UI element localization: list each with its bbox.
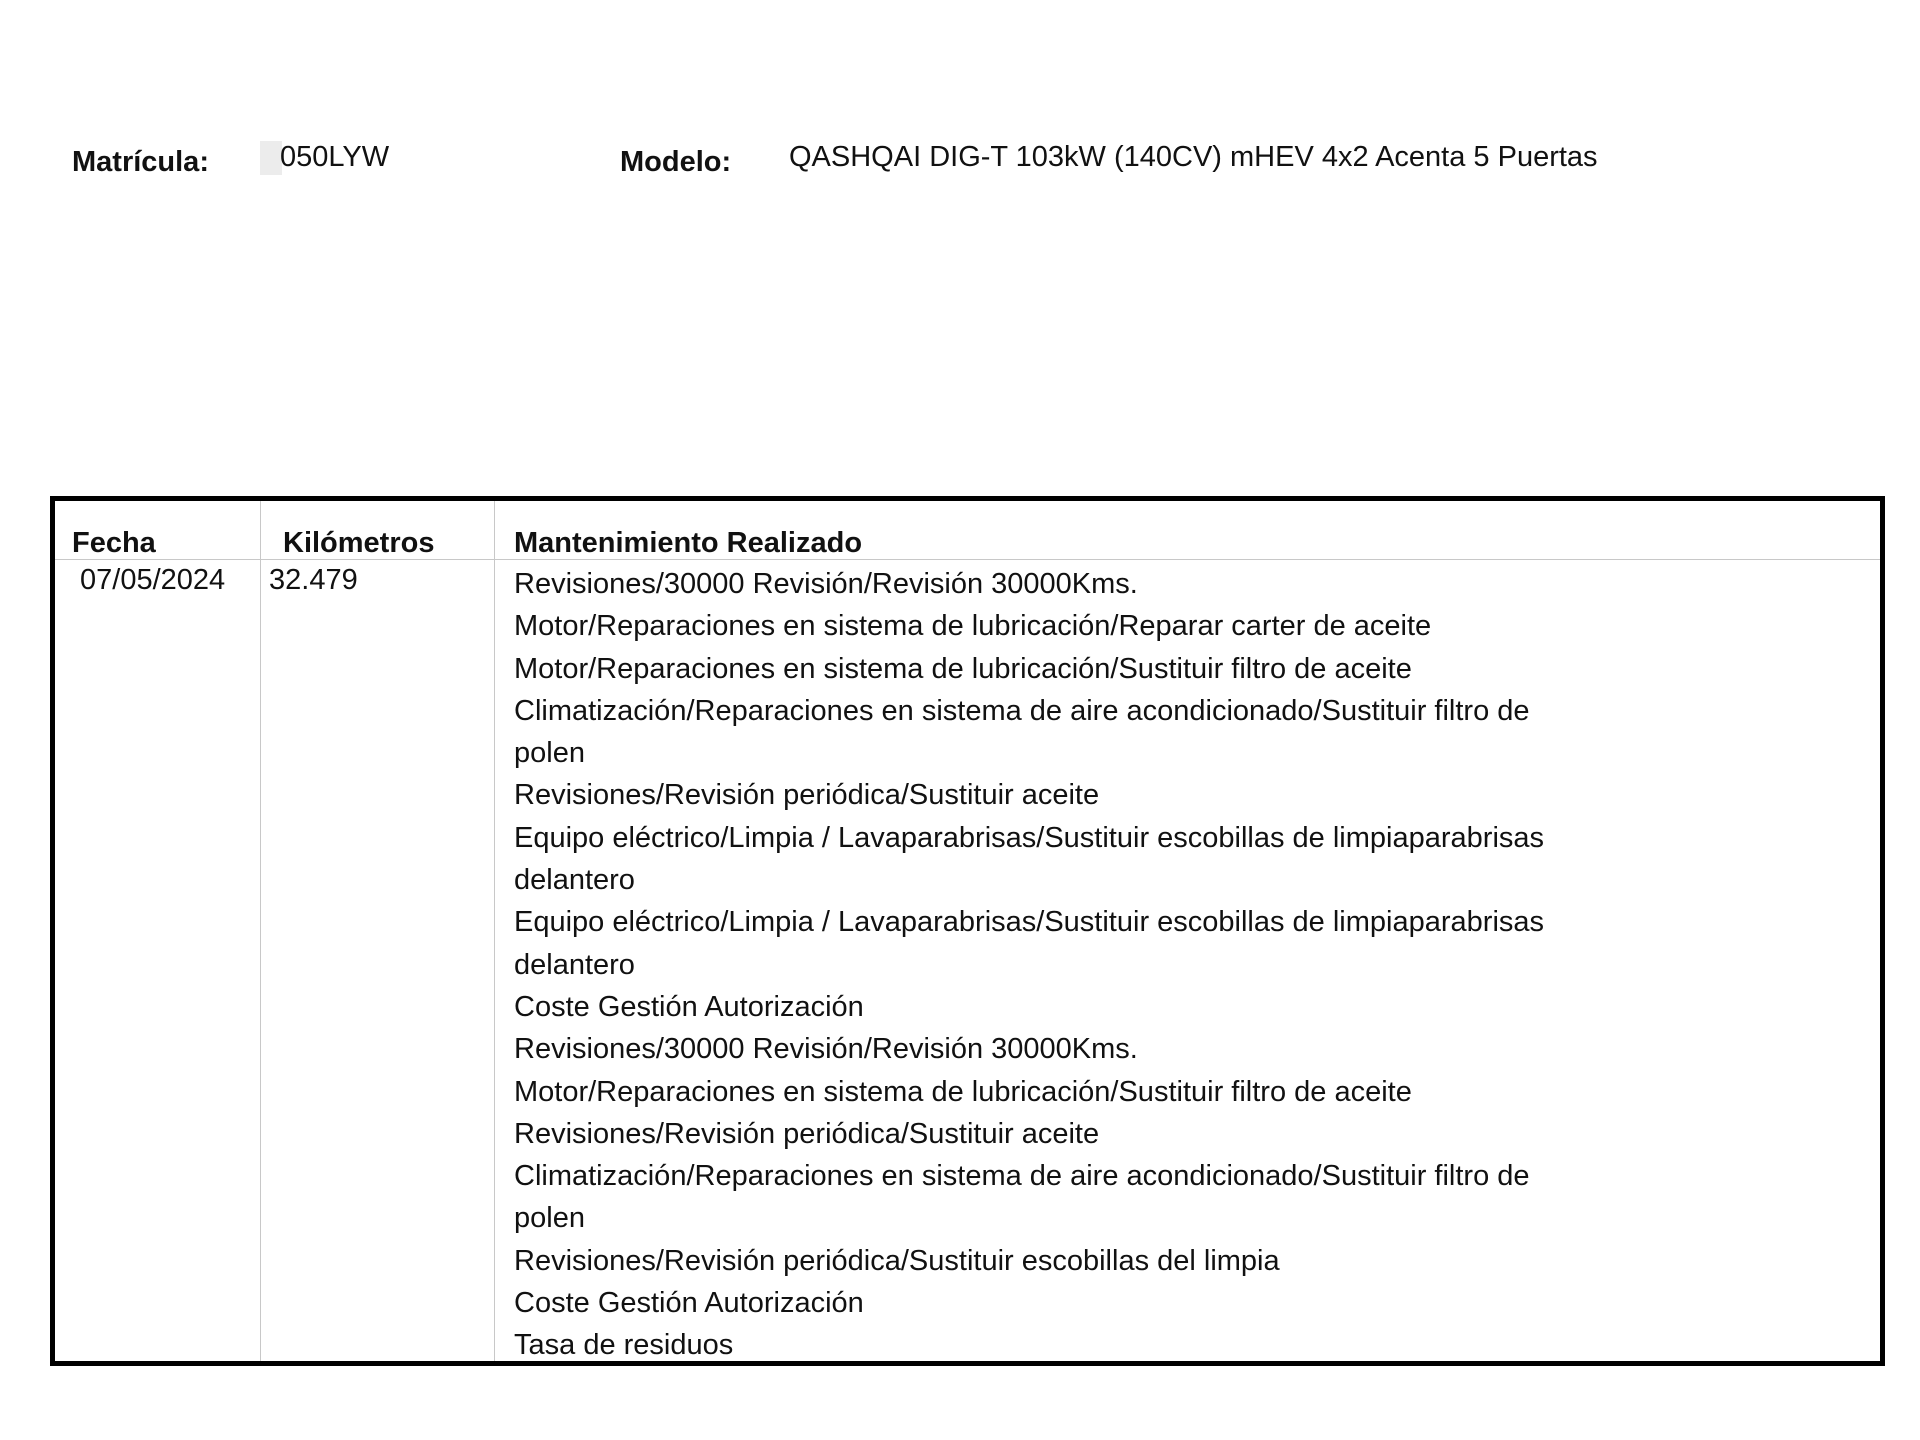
model-value: QASHQAI DIG-T 103kW (140CV) mHEV 4x2 Acenta 5 Puertas — [789, 141, 1598, 173]
maintenance-line: polen — [514, 737, 585, 770]
maintenance-line: Tasa de residuos — [514, 1329, 734, 1362]
plate-label: Matrícula: — [72, 146, 209, 178]
maintenance-line: Coste Gestión Autorización — [514, 1287, 864, 1320]
maintenance-line: Revisiones/Revisión periódica/Sustituir aceite — [514, 1117, 1100, 1150]
maintenance-line: Equipo eléctrico/Limpia / Lavaparabrisas/Sustituir escobillas de limpiaparabrisas — [514, 906, 1545, 939]
column-divider — [494, 501, 495, 1361]
maintenance-line: delantero — [514, 948, 635, 981]
maintenance-line: Coste Gestión Autorización — [514, 990, 864, 1023]
redaction-mark — [260, 141, 282, 175]
maintenance-list — [514, 563, 1544, 1367]
maintenance-line: polen — [514, 1202, 585, 1235]
maintenance-line: Motor/Reparaciones en sistema de lubricación/Sustituir filtro de aceite — [514, 652, 1412, 685]
maintenance-line: delantero — [514, 864, 635, 897]
model-label: Modelo: — [620, 146, 732, 178]
maintenance-line: Climatización/Reparaciones en sistema de aire acondicionado/Sustituir filtro de — [514, 1160, 1530, 1193]
column-divider — [260, 501, 261, 1361]
plate-value: 050LYW — [280, 141, 390, 173]
maintenance-line: Revisiones/30000 Revisión/Revisión 30000Kms. — [514, 1033, 1138, 1066]
maintenance-line: Motor/Reparaciones en sistema de lubricación/Reparar carter de aceite — [514, 610, 1432, 643]
maintenance-line: Revisiones/Revisión periódica/Sustituir escobillas del limpia — [514, 1244, 1280, 1277]
maintenance-table — [50, 496, 1885, 1366]
header-maintenance: Mantenimiento Realizado — [514, 527, 863, 559]
maintenance-line: Motor/Reparaciones en sistema de lubricación/Sustituir filtro de aceite — [514, 1075, 1412, 1108]
row-km: 32.479 — [269, 564, 358, 596]
maintenance-line: Revisiones/30000 Revisión/Revisión 30000Kms. — [514, 568, 1138, 600]
header-km: Kilómetros — [283, 527, 435, 559]
row-date: 07/05/2024 — [80, 564, 226, 596]
maintenance-line: Climatización/Reparaciones en sistema de aire acondicionado/Sustituir filtro de — [514, 694, 1530, 727]
maintenance-line: Equipo eléctrico/Limpia / Lavaparabrisas/Sustituir escobillas de limpiaparabrisas — [514, 821, 1545, 854]
header-date: Fecha — [72, 527, 156, 559]
maintenance-line: Revisiones/Revisión periódica/Sustituir aceite — [514, 779, 1100, 812]
